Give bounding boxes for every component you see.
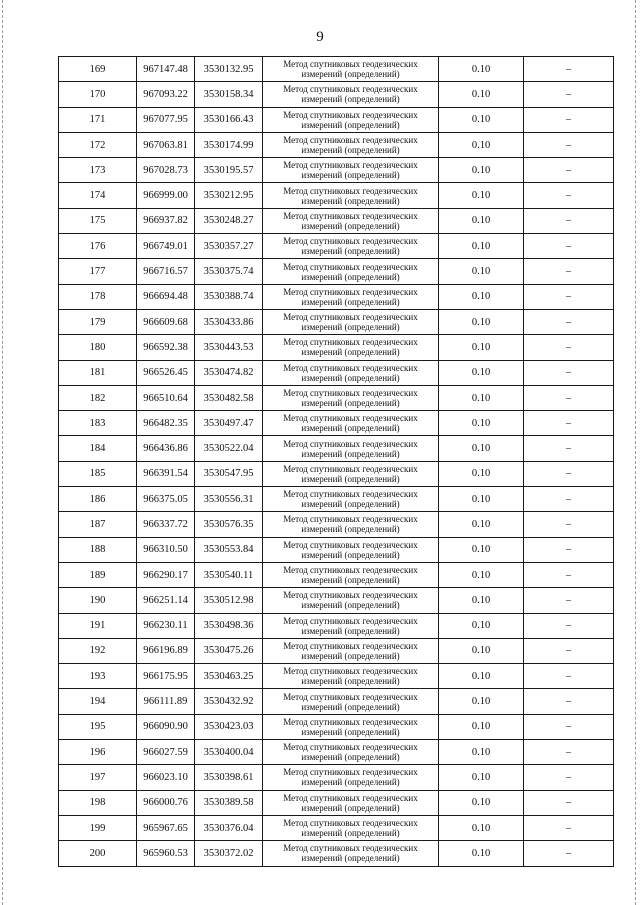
- method-cell: [263, 208, 439, 233]
- table-row: [59, 613, 614, 638]
- method-cell: [263, 588, 439, 613]
- coordinate-y-cell: 3530433.86: [195, 309, 263, 334]
- coordinate-x-cell: 966023.10: [137, 765, 195, 790]
- coordinate-y-cell: 3530174.99: [195, 132, 263, 157]
- method-line-2: измерений (определений): [301, 94, 400, 105]
- description-cell: –: [524, 487, 614, 512]
- coordinate-x-cell: 966436.86: [137, 436, 195, 461]
- point-number-cell: 179: [59, 309, 137, 334]
- description-cell: –: [524, 385, 614, 410]
- coordinate-x-cell: 966290.17: [137, 562, 195, 587]
- method-line-2: измерений (определений): [301, 625, 400, 636]
- coordinate-x-cell: 966375.05: [137, 487, 195, 512]
- method-line-2: измерений (определений): [301, 246, 400, 257]
- method-line-1: Метод спутниковых геодезических: [283, 261, 418, 272]
- method-line-1: Метод спутниковых геодезических: [283, 767, 418, 778]
- page-number: 9: [316, 29, 324, 45]
- method-line-1: Метод спутниковых геодезических: [283, 565, 418, 576]
- table-row: [59, 512, 614, 537]
- coordinate-y-cell: 3530398.61: [195, 765, 263, 790]
- coordinate-x-cell: 966609.68: [137, 309, 195, 334]
- coordinate-x-cell: 967147.48: [137, 57, 195, 82]
- table-row: [59, 537, 614, 562]
- point-number-cell: 171: [59, 107, 137, 132]
- method-line-1: Метод спутниковых геодезических: [283, 84, 418, 95]
- precision-cell: 0.10: [439, 613, 524, 638]
- point-number-cell: 199: [59, 815, 137, 840]
- coordinates-table: [58, 56, 614, 867]
- point-number-cell: 174: [59, 183, 137, 208]
- point-number-cell: 173: [59, 158, 137, 183]
- method-cell: [263, 664, 439, 689]
- coordinate-x-cell: 966510.64: [137, 385, 195, 410]
- description-cell: –: [524, 284, 614, 309]
- method-cell: [263, 512, 439, 537]
- description-cell: –: [524, 765, 614, 790]
- method-line-2: измерений (определений): [301, 220, 400, 231]
- coordinate-x-cell: 967093.22: [137, 82, 195, 107]
- table-row: [59, 284, 614, 309]
- method-cell: [263, 461, 439, 486]
- precision-cell: 0.10: [439, 107, 524, 132]
- method-line-2: измерений (определений): [301, 271, 400, 282]
- method-line-1: Метод спутниковых геодезических: [283, 843, 418, 854]
- description-cell: –: [524, 57, 614, 82]
- point-number-cell: 189: [59, 562, 137, 587]
- table-row: [59, 638, 614, 663]
- point-number-cell: 181: [59, 360, 137, 385]
- coordinate-y-cell: 3530556.31: [195, 487, 263, 512]
- method-line-1: Метод спутниковых геодезических: [283, 691, 418, 702]
- description-cell: –: [524, 562, 614, 587]
- table-row: [59, 183, 614, 208]
- point-number-cell: 177: [59, 259, 137, 284]
- coordinate-y-cell: 3530388.74: [195, 284, 263, 309]
- point-number-cell: 169: [59, 57, 137, 82]
- method-line-1: Метод спутниковых геодезических: [283, 489, 418, 500]
- point-number-cell: 183: [59, 411, 137, 436]
- coordinate-x-cell: 967063.81: [137, 132, 195, 157]
- description-cell: –: [524, 309, 614, 334]
- method-line-2: измерений (определений): [301, 650, 400, 661]
- description-cell: –: [524, 436, 614, 461]
- method-line-1: Метод спутниковых геодезических: [283, 362, 418, 373]
- coordinate-x-cell: 967028.73: [137, 158, 195, 183]
- coordinate-y-cell: 3530432.92: [195, 689, 263, 714]
- table-row: [59, 790, 614, 815]
- point-number-cell: 186: [59, 487, 137, 512]
- table-row: [59, 562, 614, 587]
- method-line-1: Метод спутниковых геодезических: [283, 185, 418, 196]
- coordinate-x-cell: 966111.89: [137, 689, 195, 714]
- method-line-1: Метод спутниковых геодезических: [283, 413, 418, 424]
- coordinate-y-cell: 3530553.84: [195, 537, 263, 562]
- method-line-2: измерений (определений): [301, 398, 400, 408]
- method-line-2: измерений (определений): [301, 423, 400, 434]
- table-row: [59, 309, 614, 334]
- method-line-1: Метод спутниковых геодезических: [283, 109, 418, 120]
- description-cell: –: [524, 360, 614, 385]
- coordinate-x-cell: 966391.54: [137, 461, 195, 486]
- method-cell: [263, 82, 439, 107]
- method-line-1: Метод спутниковых геодезических: [283, 590, 418, 601]
- precision-cell: 0.10: [439, 436, 524, 461]
- method-cell: [263, 613, 439, 638]
- method-cell: [263, 309, 439, 334]
- method-line-1: Метод спутниковых геодезических: [283, 666, 418, 677]
- point-number-cell: 184: [59, 436, 137, 461]
- coordinate-x-cell: 966716.57: [137, 259, 195, 284]
- scan-edge-right: [635, 0, 639, 905]
- coordinate-y-cell: 3530423.03: [195, 714, 263, 739]
- method-line-1: Метод спутниковых геодезических: [283, 286, 418, 297]
- method-line-1: Метод спутниковых геодезических: [283, 59, 418, 70]
- description-cell: –: [524, 790, 614, 815]
- method-line-1: Метод спутниковых геодезических: [283, 236, 418, 247]
- description-cell: –: [524, 841, 614, 866]
- coordinate-x-cell: 966694.48: [137, 284, 195, 309]
- coordinate-x-cell: 966027.59: [137, 740, 195, 765]
- description-cell: –: [524, 234, 614, 259]
- method-line-2: измерений (определений): [301, 726, 400, 737]
- method-line-1: Метод спутниковых геодезических: [283, 388, 418, 398]
- method-line-2: измерений (определений): [301, 347, 400, 358]
- description-cell: –: [524, 461, 614, 486]
- point-number-cell: 170: [59, 82, 137, 107]
- method-line-1: Метод спутниковых геодезических: [283, 438, 418, 449]
- coordinates-table-body: [59, 57, 614, 867]
- description-cell: –: [524, 512, 614, 537]
- coordinate-y-cell: 3530576.35: [195, 512, 263, 537]
- point-number-cell: 178: [59, 284, 137, 309]
- precision-cell: 0.10: [439, 82, 524, 107]
- point-number-cell: 172: [59, 132, 137, 157]
- method-line-2: измерений (определений): [301, 524, 400, 535]
- description-cell: –: [524, 411, 614, 436]
- coordinate-y-cell: 3530248.27: [195, 208, 263, 233]
- precision-cell: 0.10: [439, 562, 524, 587]
- method-line-2: измерений (определений): [301, 119, 400, 130]
- method-cell: [263, 638, 439, 663]
- method-cell: [263, 689, 439, 714]
- description-cell: –: [524, 132, 614, 157]
- coordinate-y-cell: 3530547.95: [195, 461, 263, 486]
- coordinate-y-cell: 3530400.04: [195, 740, 263, 765]
- point-number-cell: 175: [59, 208, 137, 233]
- method-line-2: измерений (определений): [301, 549, 400, 560]
- table-row: [59, 664, 614, 689]
- method-line-1: Метод спутниковых геодезических: [283, 160, 418, 171]
- precision-cell: 0.10: [439, 740, 524, 765]
- method-cell: [263, 815, 439, 840]
- table-row: [59, 335, 614, 360]
- table-row: [59, 689, 614, 714]
- table-row: [59, 487, 614, 512]
- description-cell: –: [524, 107, 614, 132]
- method-line-1: Метод спутниковых геодезических: [283, 716, 418, 727]
- precision-cell: 0.10: [439, 411, 524, 436]
- precision-cell: 0.10: [439, 714, 524, 739]
- method-cell: [263, 259, 439, 284]
- method-line-1: Метод спутниковых геодезических: [283, 818, 418, 829]
- method-line-1: Метод спутниковых геодезических: [283, 514, 418, 525]
- precision-cell: 0.10: [439, 638, 524, 663]
- coordinate-y-cell: 3530498.36: [195, 613, 263, 638]
- precision-cell: 0.10: [439, 512, 524, 537]
- point-number-cell: 191: [59, 613, 137, 638]
- precision-cell: 0.10: [439, 461, 524, 486]
- method-cell: [263, 385, 439, 410]
- table-row: [59, 360, 614, 385]
- coordinate-x-cell: 966482.35: [137, 411, 195, 436]
- point-number-cell: 192: [59, 638, 137, 663]
- method-line-2: измерений (определений): [301, 600, 400, 611]
- description-cell: –: [524, 664, 614, 689]
- description-cell: –: [524, 537, 614, 562]
- method-line-1: Метод спутниковых геодезических: [283, 135, 418, 146]
- coordinate-x-cell: 965960.53: [137, 841, 195, 866]
- method-cell: [263, 436, 439, 461]
- description-cell: –: [524, 183, 614, 208]
- method-cell: [263, 714, 439, 739]
- coordinate-y-cell: 3530195.57: [195, 158, 263, 183]
- table-row: [59, 234, 614, 259]
- table-row: [59, 841, 614, 866]
- coordinate-x-cell: 966000.76: [137, 790, 195, 815]
- description-cell: –: [524, 638, 614, 663]
- method-cell: [263, 183, 439, 208]
- precision-cell: 0.10: [439, 309, 524, 334]
- method-line-1: Метод спутниковых геодезических: [283, 640, 418, 651]
- coordinate-x-cell: 965967.65: [137, 815, 195, 840]
- method-line-2: измерений (определений): [301, 448, 400, 459]
- coordinate-x-cell: 966592.38: [137, 335, 195, 360]
- description-cell: –: [524, 158, 614, 183]
- coordinate-y-cell: 3530375.74: [195, 259, 263, 284]
- point-number-cell: 182: [59, 385, 137, 410]
- table-row: [59, 132, 614, 157]
- coordinate-y-cell: 3530357.27: [195, 234, 263, 259]
- coordinate-x-cell: 966999.00: [137, 183, 195, 208]
- method-line-2: измерений (определений): [301, 473, 400, 484]
- coordinate-y-cell: 3530482.58: [195, 385, 263, 410]
- coordinate-x-cell: 967077.95: [137, 107, 195, 132]
- method-cell: [263, 284, 439, 309]
- table-row: [59, 385, 614, 410]
- coordinate-y-cell: 3530212.95: [195, 183, 263, 208]
- method-cell: [263, 562, 439, 587]
- table-row: [59, 208, 614, 233]
- point-number-cell: 197: [59, 765, 137, 790]
- method-line-2: измерений (определений): [301, 145, 400, 156]
- method-line-2: измерений (определений): [301, 170, 400, 181]
- table-row: [59, 259, 614, 284]
- coordinate-y-cell: 3530463.25: [195, 664, 263, 689]
- point-number-cell: 176: [59, 234, 137, 259]
- method-line-2: измерений (определений): [301, 853, 400, 864]
- table-row: [59, 158, 614, 183]
- table-row: [59, 107, 614, 132]
- precision-cell: 0.10: [439, 57, 524, 82]
- method-cell: [263, 57, 439, 82]
- precision-cell: 0.10: [439, 765, 524, 790]
- coordinate-y-cell: 3530497.47: [195, 411, 263, 436]
- point-number-cell: 180: [59, 335, 137, 360]
- method-line-1: Метод спутниковых геодезических: [283, 463, 418, 474]
- method-cell: [263, 234, 439, 259]
- method-line-2: измерений (определений): [301, 575, 400, 586]
- precision-cell: 0.10: [439, 234, 524, 259]
- table-row: [59, 82, 614, 107]
- coordinate-y-cell: 3530512.98: [195, 588, 263, 613]
- description-cell: –: [524, 740, 614, 765]
- method-line-2: измерений (определений): [301, 322, 400, 333]
- coordinate-x-cell: 966937.82: [137, 208, 195, 233]
- method-line-2: измерений (определений): [301, 701, 400, 712]
- description-cell: –: [524, 815, 614, 840]
- coordinate-x-cell: 966337.72: [137, 512, 195, 537]
- precision-cell: 0.10: [439, 259, 524, 284]
- coordinate-x-cell: 966230.11: [137, 613, 195, 638]
- point-number-cell: 198: [59, 790, 137, 815]
- precision-cell: 0.10: [439, 335, 524, 360]
- coordinate-y-cell: 3530158.34: [195, 82, 263, 107]
- method-cell: [263, 537, 439, 562]
- coordinate-x-cell: 966310.50: [137, 537, 195, 562]
- method-line-2: измерений (определений): [301, 296, 400, 307]
- coordinate-y-cell: 3530474.82: [195, 360, 263, 385]
- method-line-2: измерений (определений): [301, 499, 400, 510]
- point-number-cell: 190: [59, 588, 137, 613]
- coordinate-x-cell: 966526.45: [137, 360, 195, 385]
- coordinate-x-cell: 966251.14: [137, 588, 195, 613]
- method-cell: [263, 841, 439, 866]
- table-row: [59, 714, 614, 739]
- table-row: [59, 436, 614, 461]
- method-line-2: измерений (определений): [301, 69, 400, 80]
- point-number-cell: 195: [59, 714, 137, 739]
- description-cell: –: [524, 714, 614, 739]
- table-row: [59, 588, 614, 613]
- point-number-cell: 185: [59, 461, 137, 486]
- precision-cell: 0.10: [439, 664, 524, 689]
- precision-cell: 0.10: [439, 385, 524, 410]
- coordinate-y-cell: 3530389.58: [195, 790, 263, 815]
- description-cell: –: [524, 335, 614, 360]
- method-line-1: Метод спутниковых геодезических: [283, 210, 418, 221]
- table-row: [59, 765, 614, 790]
- precision-cell: 0.10: [439, 841, 524, 866]
- method-line-1: Метод спутниковых геодезических: [283, 615, 418, 626]
- point-number-cell: 194: [59, 689, 137, 714]
- method-cell: [263, 740, 439, 765]
- method-cell: [263, 487, 439, 512]
- description-cell: –: [524, 208, 614, 233]
- method-cell: [263, 790, 439, 815]
- precision-cell: 0.10: [439, 284, 524, 309]
- coordinate-y-cell: 3530166.43: [195, 107, 263, 132]
- coordinate-y-cell: 3530475.26: [195, 638, 263, 663]
- precision-cell: 0.10: [439, 183, 524, 208]
- method-line-1: Метод спутниковых геодезических: [283, 742, 418, 753]
- description-cell: –: [524, 613, 614, 638]
- method-cell: [263, 411, 439, 436]
- method-line-1: Метод спутниковых геодезических: [283, 792, 418, 803]
- precision-cell: 0.10: [439, 360, 524, 385]
- point-number-cell: 200: [59, 841, 137, 866]
- table-row: [59, 461, 614, 486]
- point-number-cell: 193: [59, 664, 137, 689]
- method-line-2: измерений (определений): [301, 752, 400, 763]
- method-line-2: измерений (определений): [301, 777, 400, 788]
- method-line-1: Метод спутниковых геодезических: [283, 312, 418, 323]
- point-number-cell: 187: [59, 512, 137, 537]
- point-number-cell: 196: [59, 740, 137, 765]
- coordinate-y-cell: 3530540.11: [195, 562, 263, 587]
- coordinate-x-cell: 966749.01: [137, 234, 195, 259]
- method-line-2: измерений (определений): [301, 372, 400, 383]
- description-cell: –: [524, 588, 614, 613]
- method-line-2: измерений (определений): [301, 802, 400, 813]
- precision-cell: 0.10: [439, 790, 524, 815]
- precision-cell: 0.10: [439, 487, 524, 512]
- coordinate-x-cell: 966090.90: [137, 714, 195, 739]
- point-number-cell: 188: [59, 537, 137, 562]
- precision-cell: 0.10: [439, 537, 524, 562]
- description-cell: –: [524, 689, 614, 714]
- table-row: [59, 815, 614, 840]
- precision-cell: 0.10: [439, 689, 524, 714]
- coordinate-x-cell: 966175.95: [137, 664, 195, 689]
- table-row: [59, 411, 614, 436]
- description-cell: –: [524, 259, 614, 284]
- method-line-1: Метод спутниковых геодезических: [283, 337, 418, 348]
- method-cell: [263, 132, 439, 157]
- coordinate-y-cell: 3530132.95: [195, 57, 263, 82]
- coordinate-y-cell: 3530372.02: [195, 841, 263, 866]
- method-line-2: измерений (определений): [301, 195, 400, 206]
- table-row: [59, 57, 614, 82]
- method-line-1: Метод спутниковых геодезических: [283, 539, 418, 550]
- method-line-2: измерений (определений): [301, 828, 400, 839]
- precision-cell: 0.10: [439, 815, 524, 840]
- method-line-2: измерений (определений): [301, 676, 400, 687]
- coordinate-y-cell: 3530376.04: [195, 815, 263, 840]
- scan-edge-left: [2, 0, 6, 905]
- method-cell: [263, 335, 439, 360]
- precision-cell: 0.10: [439, 588, 524, 613]
- coordinate-x-cell: 966196.89: [137, 638, 195, 663]
- table-row: [59, 740, 614, 765]
- method-cell: [263, 158, 439, 183]
- coordinate-y-cell: 3530443.53: [195, 335, 263, 360]
- method-cell: [263, 765, 439, 790]
- precision-cell: 0.10: [439, 208, 524, 233]
- precision-cell: 0.10: [439, 132, 524, 157]
- precision-cell: 0.10: [439, 158, 524, 183]
- method-cell: [263, 107, 439, 132]
- description-cell: –: [524, 82, 614, 107]
- method-cell: [263, 360, 439, 385]
- coordinate-y-cell: 3530522.04: [195, 436, 263, 461]
